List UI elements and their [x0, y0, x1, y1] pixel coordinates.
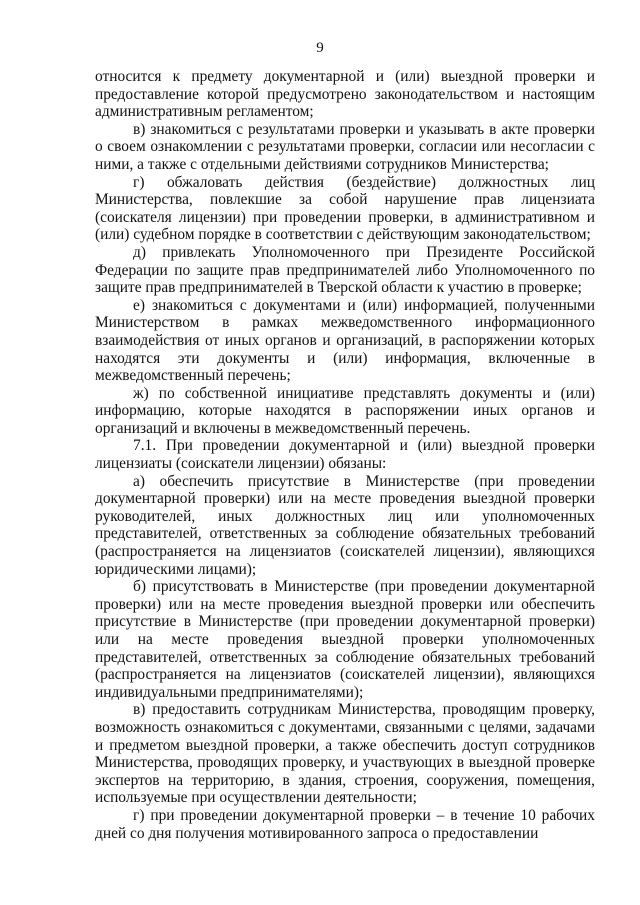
- paragraph-section-7-1: 7.1. При проведении документарной и (или) выездной проверки лицензиаты (соискатели лицензии) обязаны:: [95, 437, 595, 473]
- paragraph-item-a: а) обеспечить присутствие в Министерстве (при проведении документарной проверки) или на месте проведения выездной проверки руководителей, иных должностных лиц или уполномоченных представителей, ответственных за соблюдение обязательных требований (распространяется на лицензиатов (соискателей лицензии), являющихся юридическими лицами);: [95, 472, 595, 578]
- paragraph-item-e: е) знакомиться с документами и (или) информацией, полученными Министерством в рамках межведомственного информационного взаимодействия от иных органов и организаций, в распоряжении которых находятся эти документы и (или) информация, включенные в межведомственный перечень;: [95, 296, 595, 385]
- paragraph-continuation: относится к предмету документарной и (или) выездной проверки и предоставление которой предусмотрено законодательством и настоящим административным регламентом;: [95, 68, 595, 121]
- paragraph-item-g2: г) при проведении документарной проверки – в течение 10 рабочих дней со дня получения мотивированного запроса о предоставлении: [95, 806, 595, 842]
- page-number: 9: [316, 40, 324, 56]
- paragraph-item-d: д) привлекать Уполномоченного при Президенте Российской Федерации по защите прав предпринимателей либо Уполномоченного по защите прав предпринимателей в Тверской области к участию в проверке;: [95, 243, 595, 297]
- document-body: [95, 68, 595, 842]
- paragraph-item-g: г) обжаловать действия (бездействие) должностных лиц Министерства, повлекшие за собой нарушение прав лицензиата (соискателя лицензии) при проведении проверки, в административном и (или) судебном порядке в соответствии с действующим законодательством;: [95, 173, 595, 244]
- paragraph-item-b: б) присутствовать в Министерстве (при проведении документарной проверки) или на месте проведения выездной проверки или обеспечить присутствие в Министерстве (при проведении документарной проверки) или на месте проведения выездной проверки уполномоченных представителей, ответственных за соблюдение обязательных требований (распространяется на лицензиатов (соискателей лицензии), являющихся индивидуальными предпринимателями);: [95, 578, 595, 701]
- paragraph-item-zh: ж) по собственной инициативе представлять документы и (или) информацию, которые находятся в распоряжении иных органов и организаций и включены в межведомственный перечень.: [95, 384, 595, 437]
- paragraph-item-v2: в) предоставить сотрудникам Министерства, проводящим проверку, возможность ознакомиться с документами, связанными с целями, задачами и предметом выездной проверки, а также обеспечить доступ сотрудников Министерства, проводящих проверку, и участвующих в выездной проверке экспертов на территорию, в здания, строения, сооружения, помещения, используемые при осуществлении деятельности;: [95, 701, 595, 807]
- paragraph-item-v: в) знакомиться с результатами проверки и указывать в акте проверки о своем ознакомлении с результатами проверки, согласии или несогласии с ними, а также с отдельными действиями сотрудников Министерства;: [95, 120, 595, 173]
